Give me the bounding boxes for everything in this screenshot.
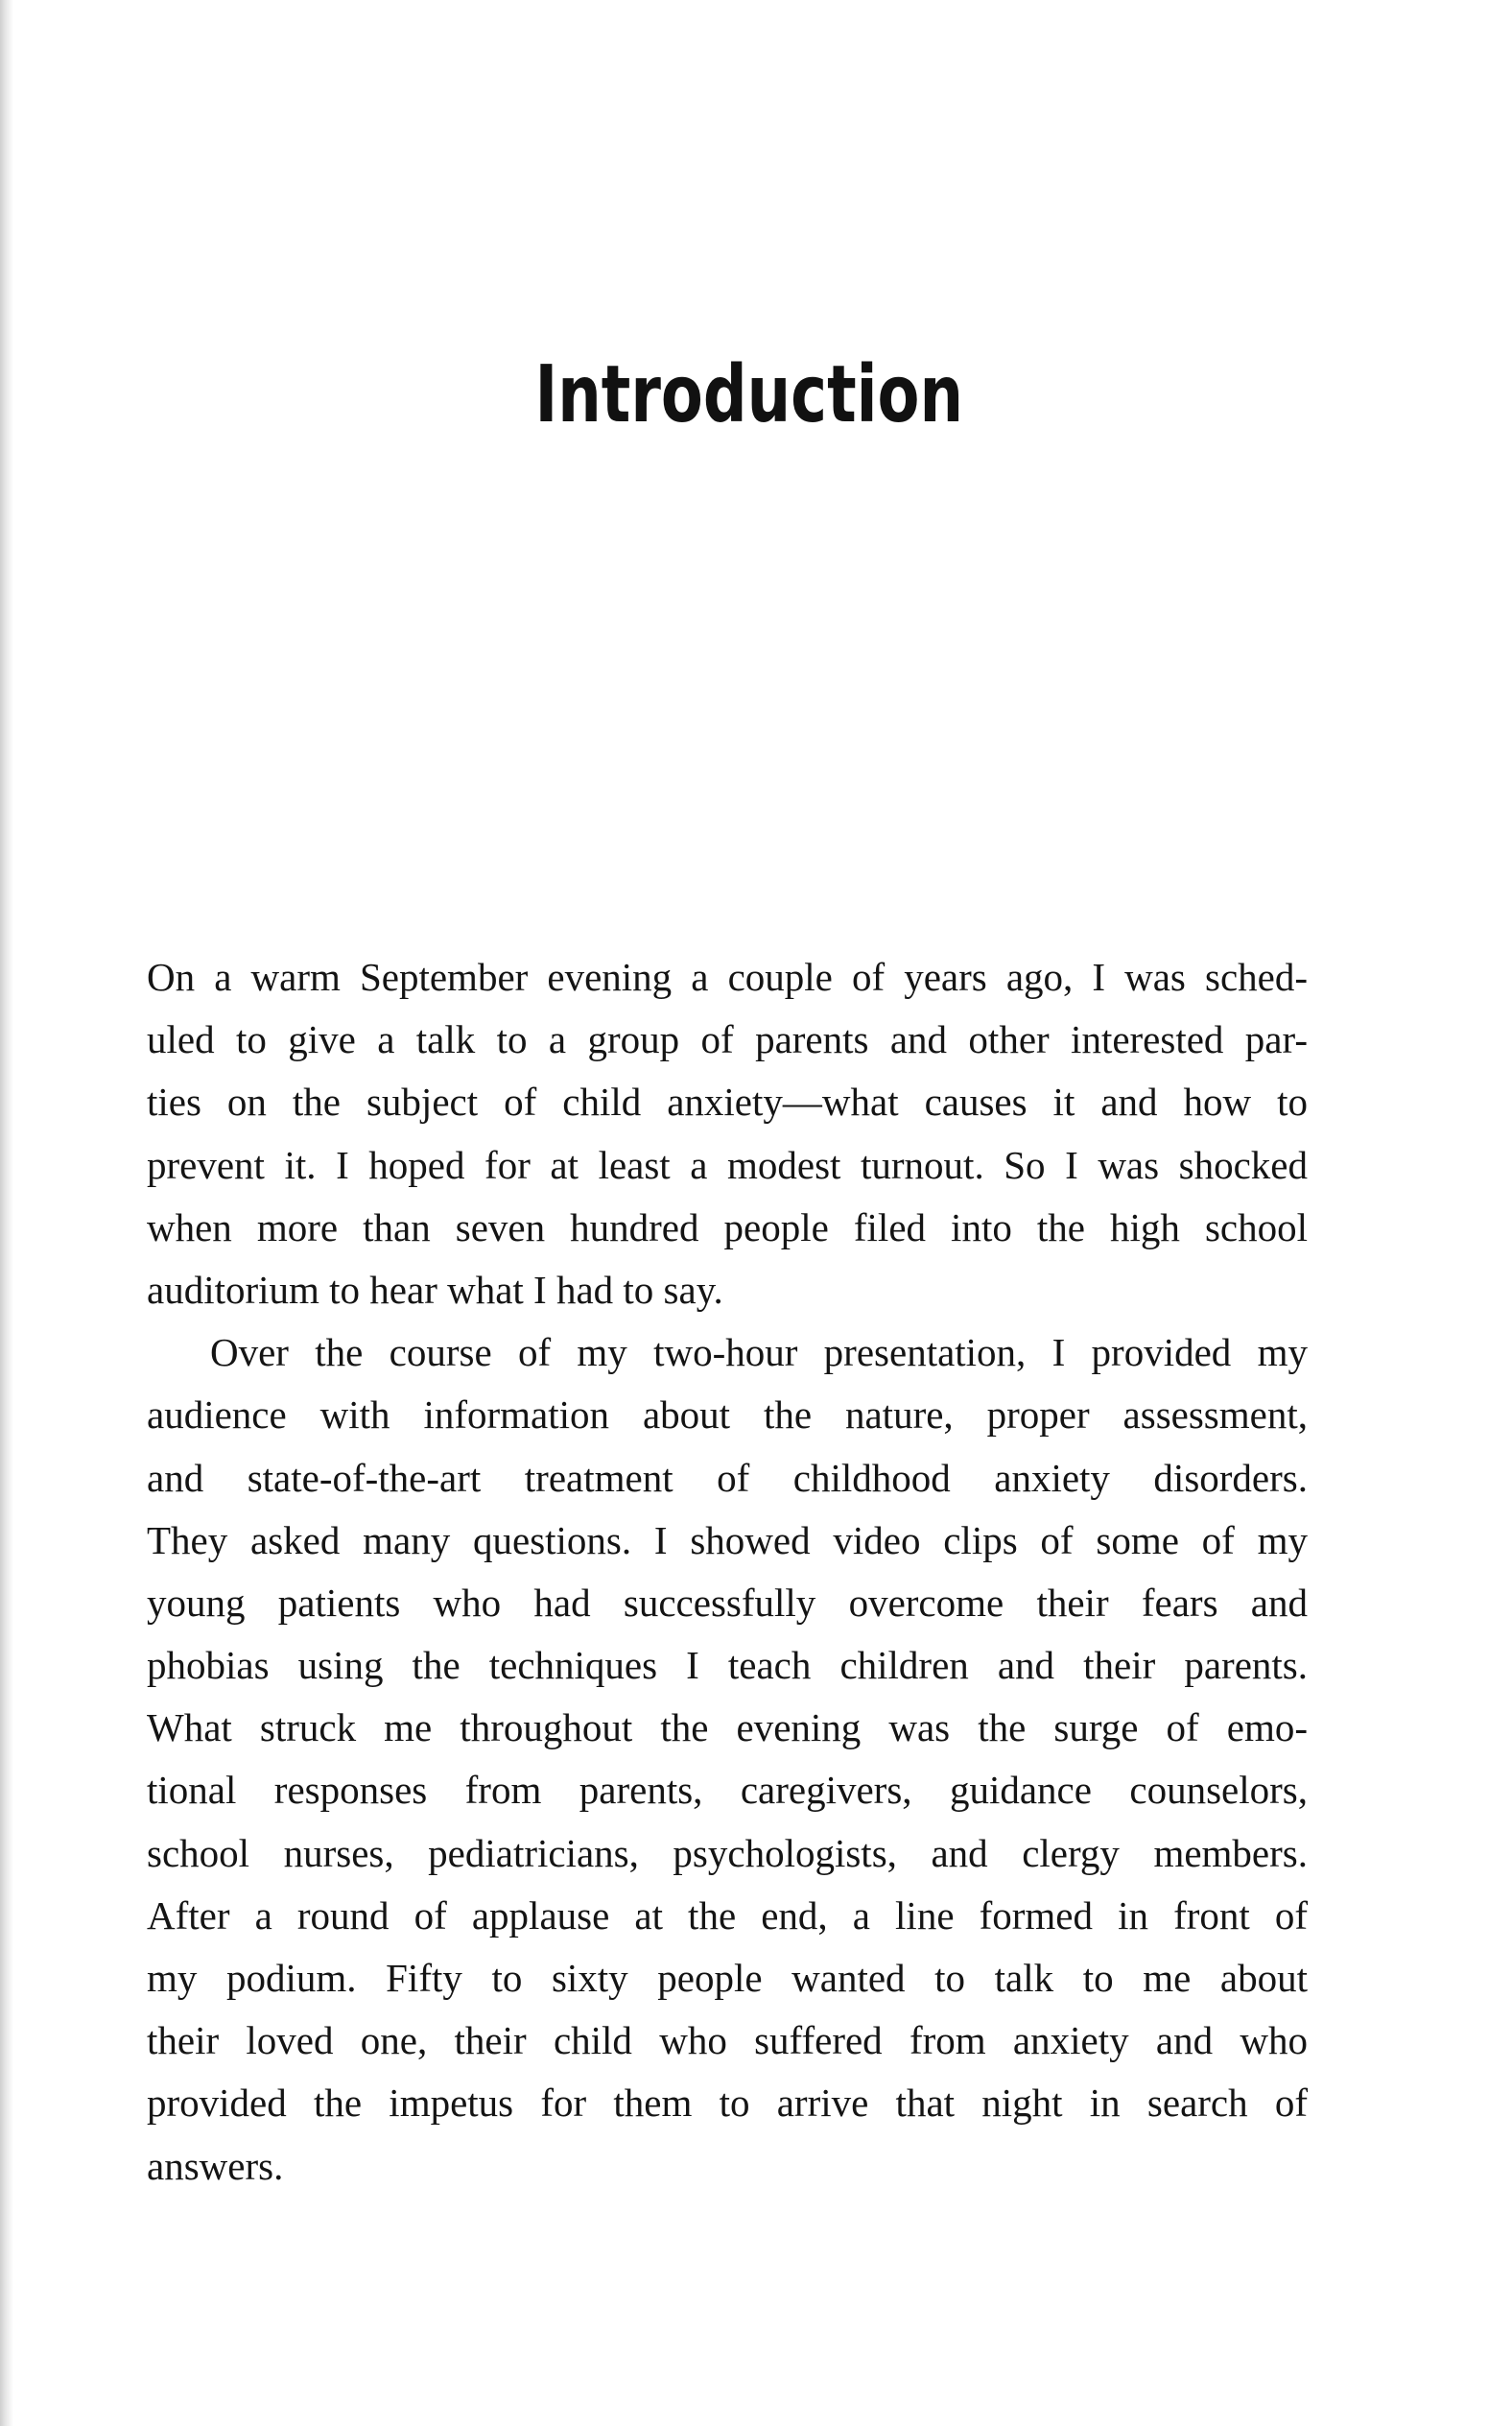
text-line: my podium. Fifty to sixty people wanted to talk to me about bbox=[147, 1956, 1308, 2000]
text-line: answers. bbox=[147, 2143, 284, 2188]
text-line: After a round of applause at the end, a line formed in front of bbox=[147, 1892, 1308, 1938]
text-line: audience with information about the nature, proper assessment, bbox=[147, 1392, 1308, 1438]
text-line: prevent it. I hoped for at least a modest turnout. So I was shocked bbox=[147, 1142, 1308, 1187]
paragraph-1 bbox=[147, 946, 1308, 1321]
text-line: provided the impetus for them to arrive that night in search of bbox=[147, 2081, 1308, 2126]
text-line: tional responses from parents, caregivers, guidance counselors, bbox=[147, 1768, 1308, 1813]
chapter-title: Introduction bbox=[534, 349, 964, 440]
text-line: when more than seven hundred people filed into the high school bbox=[147, 1204, 1308, 1249]
text-line: What struck me throughout the evening was the surge of emo- bbox=[147, 1705, 1308, 1750]
text-line: Over the course of my two-hour presentation, I provided my bbox=[210, 1330, 1308, 1375]
text-line: auditorium to hear what I had to say. bbox=[147, 1267, 723, 1312]
body-text bbox=[147, 946, 1308, 2198]
text-line: and state-of-the-art treatment of childhood anxiety disorders. bbox=[147, 1455, 1308, 1500]
text-line: school nurses, pediatricians, psychologists, and clergy members. bbox=[147, 1830, 1308, 1875]
text-line: They asked many questions. I showed video clips of some of my bbox=[147, 1517, 1308, 1562]
page-binding-edge bbox=[0, 0, 13, 2426]
text-line: On a warm September evening a couple of years ago, I was sched- bbox=[147, 955, 1308, 999]
text-line: uled to give a talk to a group of parents and other interested par- bbox=[147, 1017, 1308, 1062]
text-line: phobias using the techniques I teach children and their parents. bbox=[147, 1643, 1308, 1688]
paragraph-2 bbox=[147, 1321, 1308, 2198]
text-line: their loved one, their child who suffered from anxiety and who bbox=[147, 2018, 1308, 2063]
text-line: ties on the subject of child anxiety—what causes it and how to bbox=[147, 1080, 1308, 1125]
text-line: young patients who had successfully overcome their fears and bbox=[147, 1580, 1308, 1625]
